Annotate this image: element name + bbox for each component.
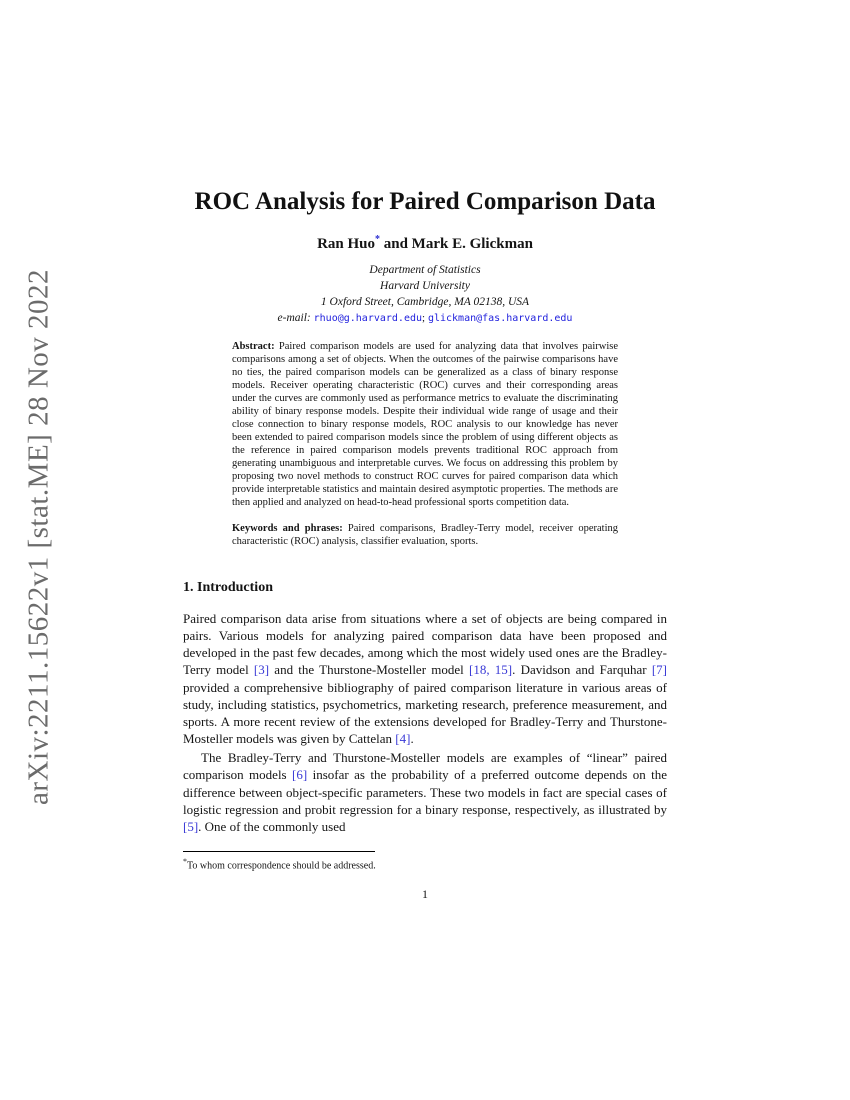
paragraph-text: . [410, 731, 414, 747]
citation-link[interactable]: [18, 15] [468, 662, 513, 678]
abstract-block [232, 340, 618, 509]
citation-link[interactable]: [7] [651, 662, 667, 678]
citation-link[interactable]: [5] [183, 818, 199, 834]
keywords-block [232, 522, 618, 548]
keywords-text: Paired comparisons, Bradley-Terry model, receiver operating characteristic (ROC) analysis, classifier evaluation, sports. [232, 522, 618, 547]
footnote [183, 857, 667, 871]
email-separator: ; [422, 311, 426, 324]
footnote-rule [183, 851, 375, 852]
affiliation-university: Harvard University [380, 279, 470, 292]
paper-content [183, 0, 667, 902]
citation-link[interactable]: [6] [292, 767, 308, 783]
citation-link[interactable]: [3] [253, 662, 270, 678]
footnote-marker: * [183, 857, 187, 867]
intro-paragraph-2 [183, 749, 667, 835]
affiliation-address: 1 Oxford Street, Cambridge, MA 02138, USA [320, 295, 530, 308]
paper-title: ROC Analysis for Paired Comparison Data [194, 188, 656, 215]
abstract-text: Paired comparison models are used for analyzing data that involves pairwise comparisons among a set of objects. When the outcomes of the pairwise comparisons have no ties, the paired comparison models can be generalized as a class of binary response models. Receiver operating characteristic (ROC) curves and their corresponding areas under the curves are commonly used as performance metrics to evaluate the discriminating ability of binary response models. Despite their individual wide range of usage and their close connection to binary response models, ROC analysis to our knowledge has never been extended to paired comparison models since the problem of using different objects as the reference in paired comparison models prevents traditional ROC approach from generating unambiguous and interpretable curves. We focus on addressing this problem by proposing two novel methods to construct ROC curves for paired comparison data which provide interpretable statistics and maintain desired asymptotic properties. The methods are then applied and analyzed on head-to-head professional sports competition data. [232, 340, 618, 508]
paragraph-text: . Davidson and Farquhar [512, 662, 652, 678]
footnote-text: To whom correspondence should be addressed. [187, 860, 376, 872]
author-name-1: Ran Huo [317, 235, 375, 252]
abstract-label: Abstract: [232, 340, 275, 352]
page-number: 1 [422, 887, 428, 902]
author-line [183, 234, 667, 253]
paragraph-text: Paired comparison data arise from situations where a set of objects are being compared in pairs. Various models for analyzing paired comparison data have been proposed and developed in the past few decades, among which the most widely used ones are the Bradley-Terry model [183, 611, 667, 678]
email-label: e-mail: [277, 311, 311, 324]
email-line [183, 312, 667, 324]
paragraph-text: provided a comprehensive bibliography of paired comparison literature in various areas of study, including statistics, psychometrics, marketing research, preference measurement, and sports. A more recent review of the extensions developed for Bradley-Terry and Thurstone-Mosteller models was given by Cattelan [183, 679, 667, 747]
section-heading-introduction: 1. Introduction [183, 580, 273, 596]
author-footnote-marker-link[interactable]: * [375, 233, 380, 245]
affiliation-department: Department of Statistics [369, 263, 481, 276]
paragraph-text: . One of the commonly used [198, 818, 346, 834]
email-link-1[interactable]: rhuo@g.harvard.edu [313, 312, 423, 324]
intro-paragraph-1 [183, 610, 667, 747]
arxiv-watermark: arXiv:2211.15622v1 [stat.ME] 28 Nov 2022 [22, 268, 55, 806]
keywords-label: Keywords and phrases: [232, 522, 343, 534]
paragraph-text: insofar as the probability of a preferred outcome depends on the difference between object-specific parameters. These two models in fact are special cases of logistic regression and probit regression for a binary response, respectively, as illustrated by [183, 767, 667, 817]
citation-link[interactable]: [4] [395, 731, 411, 747]
paragraph-text: The Bradley-Terry and Thurstone-Mosteller models are examples of “linear” paired comparison models [183, 750, 667, 783]
author-name-2: and Mark E. Glickman [380, 235, 533, 252]
email-link-2[interactable]: glickman@fas.harvard.edu [427, 312, 573, 324]
affiliation-block [183, 262, 667, 310]
paragraph-text: and the Thurstone-Mosteller model [269, 662, 469, 678]
